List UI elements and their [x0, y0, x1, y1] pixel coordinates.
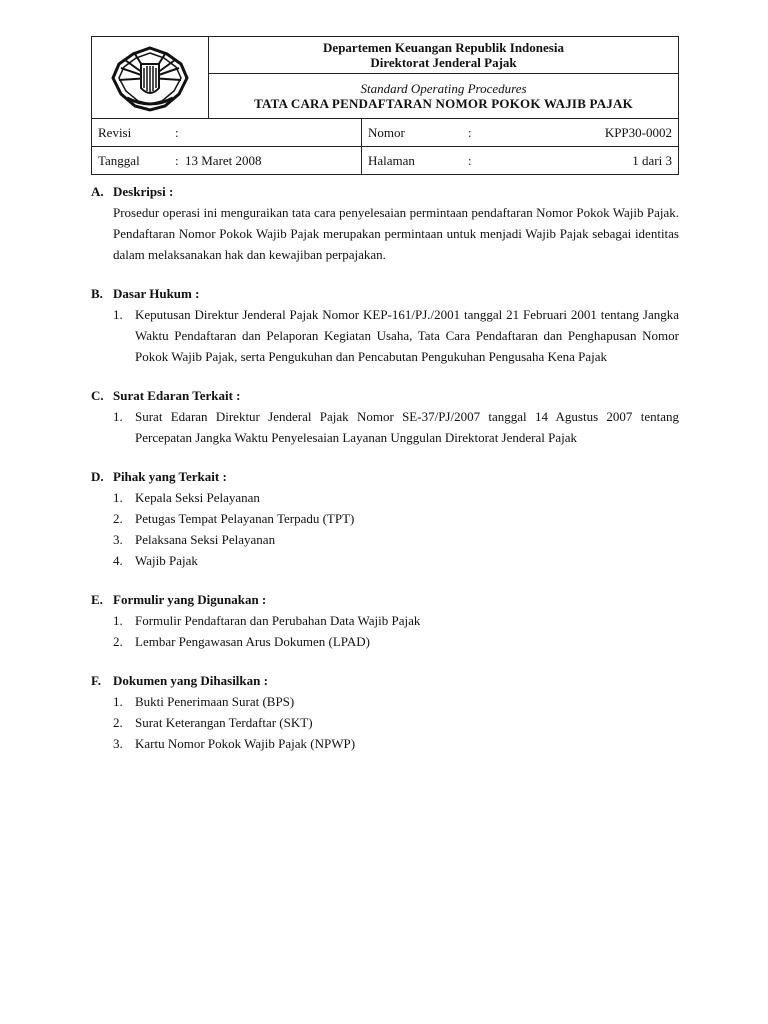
document-body	[91, 181, 679, 772]
section-heading	[91, 385, 679, 406]
header-meta-row-2	[92, 147, 678, 174]
list-item	[113, 406, 679, 448]
list-item	[113, 712, 679, 733]
revisi-cell	[92, 119, 362, 146]
section-letter: E.	[91, 592, 103, 607]
section-deskripsi	[91, 181, 679, 265]
list-item-number: 1.	[113, 490, 123, 505]
section-heading	[91, 589, 679, 610]
halaman-value: 1 dari 3	[632, 152, 672, 168]
list-item-number: 4.	[113, 553, 123, 568]
tanggal-label: Tanggal	[98, 152, 140, 168]
section-letter: A.	[91, 184, 104, 199]
list-item-text: Petugas Tempat Pelayanan Terpadu (TPT)	[135, 511, 355, 526]
halaman-label: Halaman	[368, 152, 415, 168]
list-item	[113, 304, 679, 367]
list-item-number: 1.	[113, 409, 123, 424]
logo-cell	[92, 37, 209, 118]
tanggal-value: 13 Maret 2008	[185, 152, 262, 168]
list-item	[113, 733, 679, 754]
section-heading	[91, 283, 679, 304]
halaman-colon: :	[468, 152, 472, 168]
title-cell	[209, 37, 678, 118]
section-surat-edaran	[91, 385, 679, 448]
list-item	[113, 691, 679, 712]
sop-title: TATA CARA PENDAFTARAN NOMOR POKOK WAJIB PAJAK	[254, 96, 633, 111]
nomor-colon: :	[468, 124, 472, 140]
directorate-name: Direktorat Jenderal Pajak	[370, 55, 517, 70]
list-item-number: 1.	[113, 307, 123, 322]
revisi-colon: :	[175, 124, 179, 140]
list-item-number: 2.	[113, 511, 123, 526]
sop-title-block	[209, 74, 678, 118]
list-item	[113, 610, 679, 631]
list-item-number: 2.	[113, 715, 123, 730]
nomor-label: Nomor	[368, 124, 405, 140]
list-item-text: Wajib Pajak	[135, 553, 198, 568]
organization-name: Departemen Keuangan Republik Indonesia	[323, 40, 564, 55]
list-item	[113, 529, 679, 550]
list-item	[113, 487, 679, 508]
halaman-cell	[362, 147, 678, 174]
list-item-text: Kepala Seksi Pelayanan	[135, 490, 260, 505]
section-title: Deskripsi :	[113, 184, 174, 199]
revisi-label: Revisi	[98, 124, 132, 140]
list-item-text: Surat Edaran Direktur Jenderal Pajak Nomor SE-37/PJ/2007 tanggal 14 Agustus 2007 tentang Percepatan Jangka Waktu Penyelesaian Layanan Unggulan Direktorat Jenderal Pajak	[135, 409, 679, 445]
section-dokumen	[91, 670, 679, 754]
tanggal-cell	[92, 147, 362, 174]
section-title: Dokumen yang Dihasilkan :	[113, 673, 268, 688]
section-formulir	[91, 589, 679, 652]
section-title: Surat Edaran Terkait :	[113, 388, 241, 403]
list-item-text: Surat Keterangan Terdaftar (SKT)	[135, 715, 313, 730]
section-letter: C.	[91, 388, 104, 403]
list-item-number: 1.	[113, 613, 123, 628]
list-item-text: Formulir Pendaftaran dan Perubahan Data Wajib Pajak	[135, 613, 421, 628]
section-title: Pihak yang Terkait :	[113, 469, 227, 484]
list-item	[113, 508, 679, 529]
tanggal-colon: :	[175, 152, 179, 168]
list-item-number: 3.	[113, 532, 123, 547]
nomor-value: KPP30-0002	[604, 124, 672, 140]
list-item-text: Keputusan Direktur Jenderal Pajak Nomor KEP-161/PJ./2001 tanggal 21 Februari 2001 tentang Jangka Waktu Pendaftaran dan Pelaporan Kegiatan Usaha, Tata Cara Pendaftaran dan Penghapusan Nomor Pokok Wajib Pajak, serta Pengukuhan dan Pencabutan Pengukuhan Pengusaha Kena Pajak	[135, 307, 679, 364]
header-meta-row-1	[92, 119, 678, 147]
section-heading	[91, 466, 679, 487]
section-dasar-hukum	[91, 283, 679, 367]
nomor-cell	[362, 119, 678, 146]
list-item-number: 3.	[113, 736, 123, 751]
ministry-emblem-icon	[109, 44, 191, 112]
section-title: Formulir yang Digunakan :	[113, 592, 267, 607]
list-item	[113, 550, 679, 571]
sop-header-table	[91, 36, 679, 175]
list-item-text: Lembar Pengawasan Arus Dokumen (LPAD)	[135, 634, 370, 649]
section-heading	[91, 181, 679, 202]
list-item	[113, 631, 679, 652]
header-top-row	[92, 37, 678, 119]
list-item-number: 2.	[113, 634, 123, 649]
section-paragraph: Prosedur operasi ini menguraikan tata cara penyelesaian permintaan pendaftaran Nomor Pokok Wajib Pajak. Pendaftaran Nomor Pokok Wajib Pajak merupakan permintaan untuk menjadi Wajib Pajak sebagai identitas dalam melaksanakan hak dan kewajiban perpajakan.	[113, 205, 679, 262]
sop-subtitle: Standard Operating Procedures	[360, 81, 527, 96]
list-item-text: Pelaksana Seksi Pelayanan	[135, 532, 276, 547]
list-item-text: Kartu Nomor Pokok Wajib Pajak (NPWP)	[135, 736, 356, 751]
section-pihak-terkait	[91, 466, 679, 571]
section-heading	[91, 670, 679, 691]
organization-block	[209, 37, 678, 74]
section-title: Dasar Hukum :	[113, 286, 200, 301]
list-item-number: 1.	[113, 694, 123, 709]
list-item-text: Bukti Penerimaan Surat (BPS)	[135, 694, 295, 709]
section-letter: B.	[91, 286, 103, 301]
section-letter: D.	[91, 469, 104, 484]
section-letter: F.	[91, 673, 101, 688]
